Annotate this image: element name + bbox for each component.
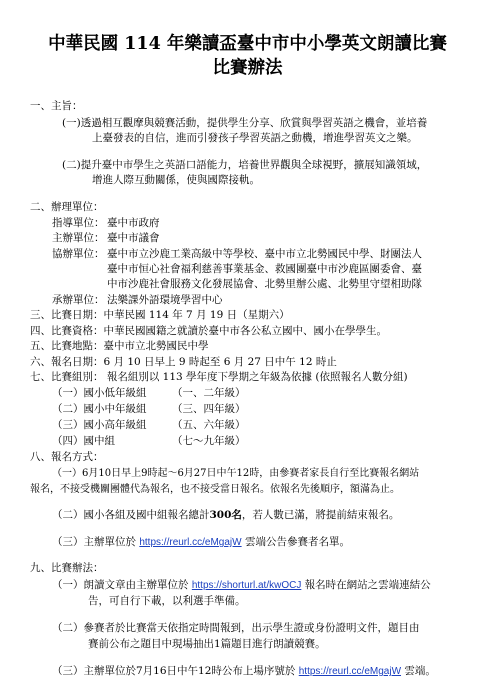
section-1-item-2-line-1: (二)提升臺中市學生之英語口語能力，培養世界觀與全球視野，擴展知識領域， xyxy=(62,159,428,171)
section-1-item-1-line-2: 上臺發表的自信，進而引發孩子學習英語之動機，增進學習英文之樂。 xyxy=(92,132,418,144)
group-1-name: （一）國小低年級組 xyxy=(52,387,147,399)
group-4-name: （四）國中組 xyxy=(52,435,115,447)
section-1-item-2-line-2: 增進人際互動關係，使與國際接軌。 xyxy=(92,174,260,186)
section-6-registration-date: 六、報名日期：6 月 10 日早上 9 時起至 6 月 27 日中午 12 時止 xyxy=(30,356,337,368)
section-8-item-2 xyxy=(52,508,399,523)
section-8-item-3-pre: （三）主辦單位於 xyxy=(52,536,136,548)
document-subtitle: 比賽辦法 xyxy=(212,58,283,78)
reurl-link-2[interactable]: https://reurl.cc/eMgajW xyxy=(298,666,402,677)
section-8-item-2-pre: （二）國小各組及國中組報名總計 xyxy=(52,509,210,521)
section-9-item-1-post: 報名時在網站之雲端連結公 xyxy=(304,579,431,591)
section-4-eligibility: 四、比賽資格：中華民國國籍之就讀於臺中市各公私立國中、國小在學學生。 xyxy=(30,325,387,337)
section-9-item-1 xyxy=(52,578,431,593)
host-unit-label: 主辦單位： xyxy=(52,232,105,244)
guide-unit-value: 臺中市政府 xyxy=(107,217,160,229)
co-unit-line-3: 中市沙鹿社會服務文化發展協會、北勢里辦公處、北勢里守望相助隊 xyxy=(107,278,422,290)
co-unit-label: 協辦單位： xyxy=(52,248,105,260)
section-3-date: 三、比賽日期：中華民國 114 年 7 月 19 日（星期六） xyxy=(30,309,290,321)
section-9-item-2-line-2: 賽前公布之題目中現場抽出1篇題目進行朗讀競賽。 xyxy=(88,638,326,650)
section-9-heading: 九、比賽辦法： xyxy=(30,562,104,574)
section-1-item-1-line-1: (一)透過相互觀摩與競賽活動，提供學生分享、欣賞與學習英語之機會，並培養 xyxy=(62,117,428,129)
section-9-item-3 xyxy=(52,664,436,679)
section-8-item-1-line-1: （一）6月10日早上9時起～6月27日中午12時，由參賽者家長自行至比賽報名網站 xyxy=(52,468,420,479)
group-3-name: （三）國小高年級組 xyxy=(52,419,147,431)
org-unit-label: 承辦單位： xyxy=(52,294,105,306)
section-2-heading: 二、辦理單位： xyxy=(30,201,104,213)
section-9-item-1-line-2: 告，可自行下載，以利選手準備。 xyxy=(88,595,246,607)
section-8-item-2-post: ，若人數已滿，將提前結束報名。 xyxy=(241,509,400,521)
section-9-item-3-pre: （三）主辦單位於7月16日中午12時公布上場序號於 xyxy=(52,665,296,677)
group-1-grades: （一、二年級） xyxy=(172,387,246,399)
section-8-item-1-line-2: 報名，不接受機關團體代為報名，也不接受當日報名。依報名先後順序，額滿為止。 xyxy=(30,484,400,495)
reurl-link-1[interactable]: https://reurl.cc/eMgajW xyxy=(139,537,242,548)
co-unit-line-1: 臺中市立沙鹿工業高級中等學校、臺中市立北勢國民中學、財團法人 xyxy=(107,248,422,260)
section-8-item-3 xyxy=(52,535,350,550)
section-9-item-2-line-1: （二）參賽者於比賽當天依指定時間報到，出示學生證或身份證明文件，題目由 xyxy=(52,622,420,634)
group-4-grades: （七～九年級） xyxy=(172,435,246,447)
group-2-name: （二）國小中年級組 xyxy=(52,403,147,415)
section-1-heading: 一、主旨： xyxy=(30,100,83,112)
group-2-grades: （三、四年級） xyxy=(172,403,246,415)
section-9-item-3-post: 雲端。 xyxy=(404,665,436,677)
group-3-grades: （五、六年級） xyxy=(172,419,246,431)
co-unit-line-2: 臺中市恒心社會福利慈善事業基金、救國團臺中市沙鹿區團委會、臺 xyxy=(107,263,422,275)
section-9-item-1-pre: （一）朗讀文章由主辦單位於 xyxy=(52,579,189,591)
guide-unit-label: 指導單位： xyxy=(52,217,105,229)
host-unit-value: 臺中市議會 xyxy=(107,232,160,244)
org-unit-value: 法樂課外語環境學習中心 xyxy=(107,294,223,306)
shorturl-link[interactable]: https://shorturl.at/kwOCJ xyxy=(191,580,302,591)
document-title: 中華民國 114 年樂讀盃臺中市中小學英文朗讀比賽 xyxy=(48,34,447,54)
section-7-groups: 七、比賽組別： 報名組別以 113 學年度下學期之年級為依據 (依照報名人數分組) xyxy=(30,371,408,383)
section-5-venue: 五、比賽地點：臺中市立北勢國民中學 xyxy=(30,340,209,352)
section-8-item-2-bold: 300名 xyxy=(209,509,242,521)
section-8-heading: 八、報名方式： xyxy=(30,451,104,463)
section-8-item-3-post: 雲端公告參賽者名單。 xyxy=(244,536,350,548)
